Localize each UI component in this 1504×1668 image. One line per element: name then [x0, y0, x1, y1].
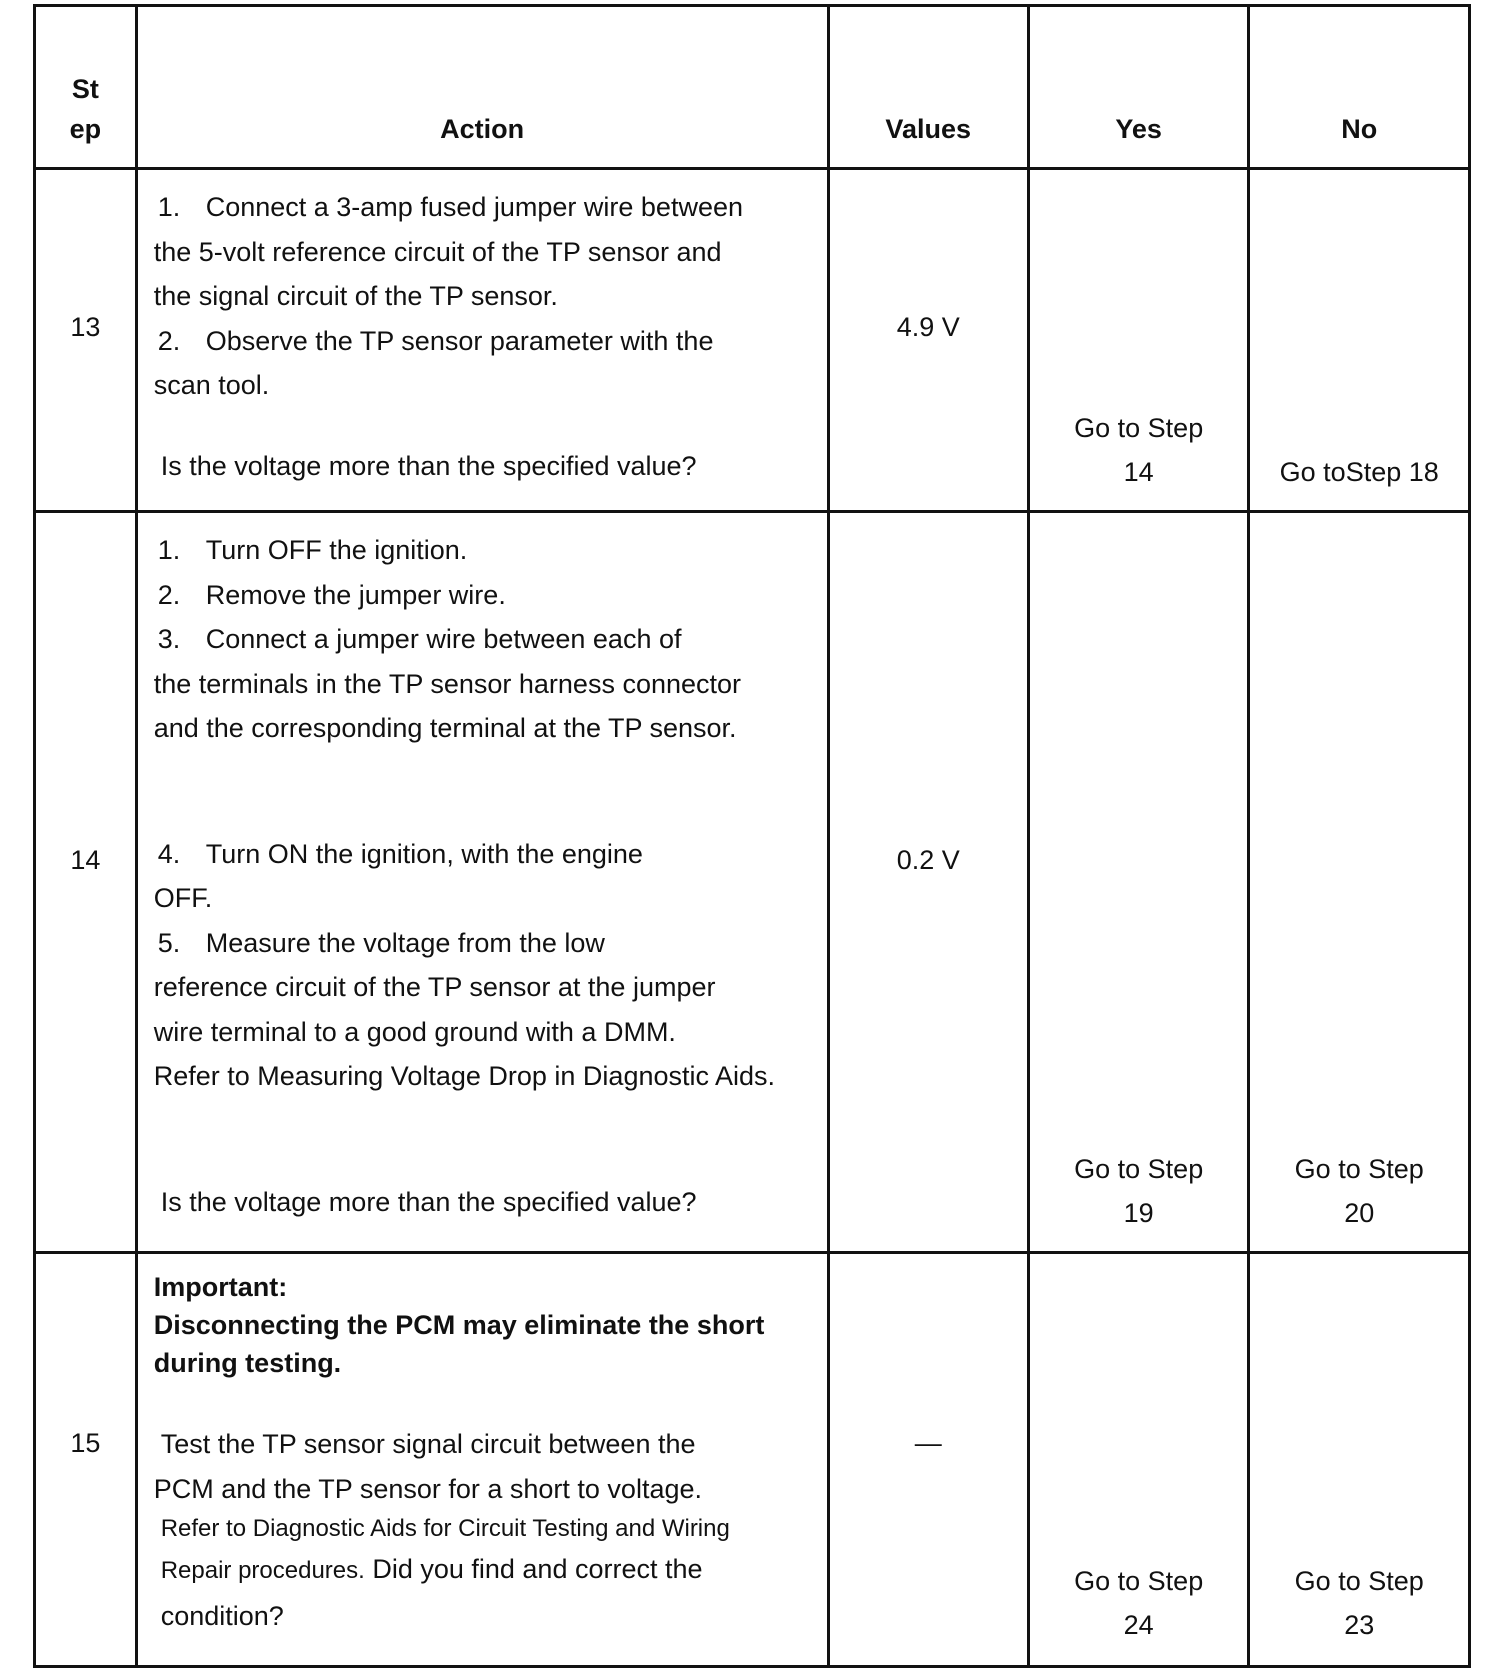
- no-cell: [1249, 1253, 1470, 1667]
- header-step-line2: ep: [69, 114, 102, 144]
- value-text: 0.2 V: [896, 845, 960, 875]
- action-text: Important: Disconnecting the PCM may eliminate the short during testing. Test the TP sensor signal circuit between the PCM and the TP sensor for a short to voltage. Refer to Diagnostic Aids for Circuit Testing and Wiring Repair procedures. Did you find and correct the condition?: [154, 1268, 819, 1638]
- table-row: [35, 1253, 1470, 1667]
- action-text: 1. Turn OFF the ignition. 2. Remove the jumper wire. 3. Connect a jumper wire between each of the terminals in the TP sensor harness connector and the corresponding terminal at the TP sensor. 4. Turn ON the ignition, with the engine OFF. 5. Measure the voltage from the low reference circuit of the TP sensor at the jumper wire terminal to a good ground with a DMM. Refer to Measuring Voltage Drop in Diagnostic Aids. Is the voltage more than the specified value?: [154, 528, 819, 1224]
- header-step-line1: St: [71, 74, 99, 104]
- table-row: [35, 512, 1470, 1253]
- yes-cell: [1028, 1253, 1249, 1667]
- header-yes: Yes: [1028, 6, 1249, 169]
- diagnostic-table: [33, 4, 1471, 1668]
- value-text: 4.9 V: [896, 312, 960, 342]
- header-no: No: [1249, 6, 1470, 169]
- value-cell: [828, 1253, 1028, 1667]
- action-cell: [136, 1253, 828, 1667]
- no-goto: Go to Step 23: [1294, 1566, 1424, 1640]
- yes-goto: Go to Step 19: [1074, 1154, 1204, 1228]
- step-cell: [35, 169, 137, 512]
- value-cell: [828, 169, 1028, 512]
- action-cell: [136, 169, 828, 512]
- header-step: [35, 6, 137, 169]
- action-cell: [136, 512, 828, 1253]
- no-goto: Go to Step 20: [1294, 1154, 1424, 1228]
- step-number: 13: [70, 312, 101, 342]
- value-text: —: [914, 1428, 942, 1458]
- header-values: Values: [828, 6, 1028, 169]
- value-cell: [828, 512, 1028, 1253]
- no-cell: [1249, 169, 1470, 512]
- action-question: Is the voltage more than the specified value?: [160, 450, 697, 481]
- action-text: 1. Connect a 3-amp fused jumper wire between the 5-volt reference circuit of the TP sensor and the signal circuit of the TP sensor. 2. Observe the TP sensor parameter with the scan tool. Is the voltage more than the specified value?: [154, 185, 819, 488]
- table-row: [35, 169, 1470, 512]
- important-label: Important:: [153, 1272, 288, 1302]
- yes-cell: [1028, 169, 1249, 512]
- header-action: Action: [136, 6, 828, 169]
- no-goto: Go toStep 18: [1279, 457, 1439, 487]
- step-cell: [35, 512, 137, 1253]
- yes-cell: [1028, 512, 1249, 1253]
- action-question: Is the voltage more than the specified value?: [160, 1186, 697, 1217]
- no-cell: [1249, 512, 1470, 1253]
- yes-goto: Go to Step 14: [1074, 413, 1204, 487]
- step-cell: [35, 1253, 137, 1667]
- yes-goto: Go to Step 24: [1074, 1566, 1204, 1640]
- header-row: [35, 6, 1470, 169]
- step-number: 15: [70, 1428, 101, 1458]
- step-number: 14: [70, 845, 101, 875]
